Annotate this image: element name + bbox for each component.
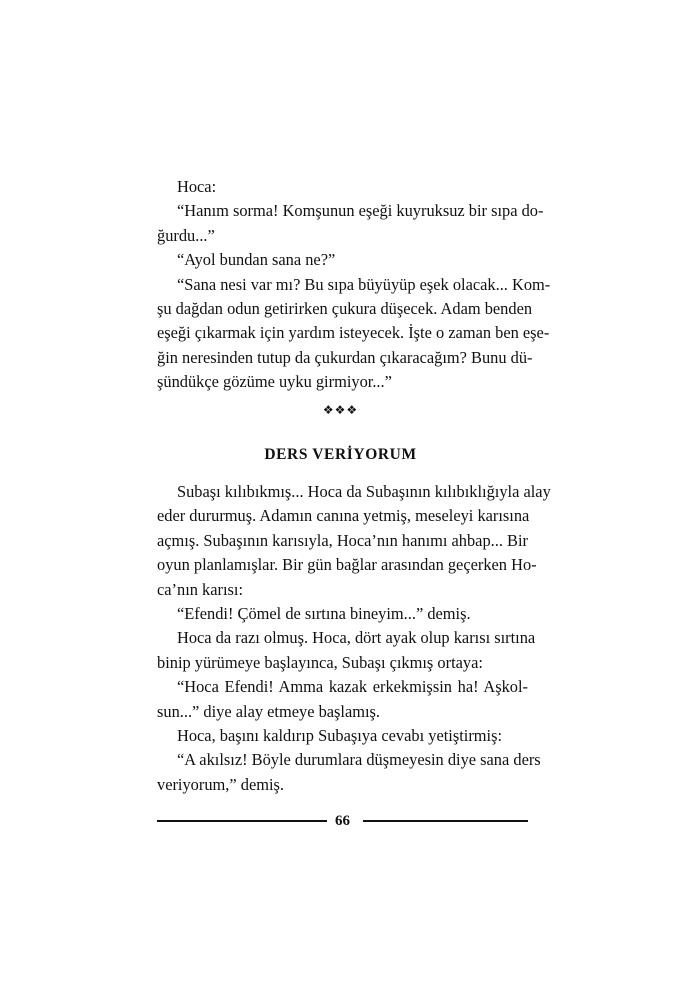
text-line: “Efendi! Çömel de sırtına bineyim...” demiş. (177, 603, 471, 623)
text-line: ğurdu...” (157, 225, 215, 245)
text-line: “Hoca Efendi! Amma kazak erkekmişsin ha! Aşkol- (177, 677, 528, 697)
text-line: “Ayol bundan sana ne?” (177, 250, 336, 270)
dialogue-passage (157, 175, 551, 395)
text-line: binip yürümeye başlayınca, Subaşı çıkmış ortaya: (157, 652, 483, 672)
text-line: oyun planlamışlar. Bir gün bağlar arasından geçerken Ho- (157, 555, 537, 575)
text-line: “Sana nesi var mı? Bu sıpa büyüyüp eşek olacak... Kom- (177, 274, 551, 294)
text-line: veriyorum,” demiş. (157, 774, 284, 794)
section-title: DERS VERİYORUM (264, 446, 417, 463)
text-line: açmış. Subaşının karısıyla, Hoca’nın hanımı ahbap... Bir (157, 530, 528, 550)
text-line: sun...” diye alay etmeye başlamış. (157, 701, 381, 721)
page-number: 66 (335, 813, 350, 829)
text-line: ca’nın karısı: (157, 579, 244, 599)
text-line: Hoca, başını kaldırıp Subaşıya cevabı yetiştirmiş: (177, 725, 503, 745)
text-line: eder dururmuş. Adamın canına yetmiş, meseleyi karısına (157, 506, 530, 526)
text-line: “Hanım sorma! Komşunun eşeği kuyruksuz bir sıpa do- (177, 201, 544, 221)
story-passage (157, 480, 551, 797)
page-footer (157, 812, 528, 832)
text-line: şu dağdan odun getirirken çukura düşecek. Adam benden (157, 298, 533, 318)
text-line: Subaşı kılıbıkmış... Hoca da Subaşının kılıbıklığıyla alay (177, 482, 551, 501)
section-divider-ornament: ❖❖❖ (322, 403, 359, 417)
text-line: ğin neresinden tutup da çukurdan çıkaracağım? Bunu dü- (157, 347, 533, 367)
text-line: eşeği çıkarmak için yardım isteyecek. İşte o zaman ben eşe- (157, 323, 550, 343)
footer-rule-right (363, 820, 528, 822)
text-line: “A akılsız! Böyle durumlara düşmeyesin diye sana ders (177, 750, 541, 770)
text-line: şündükçe gözüme uyku girmiyor...” (157, 372, 392, 392)
text-line: Hoca: (177, 177, 217, 196)
text-line: Hoca da razı olmuş. Hoca, dört ayak olup karısı sırtına (177, 628, 536, 648)
